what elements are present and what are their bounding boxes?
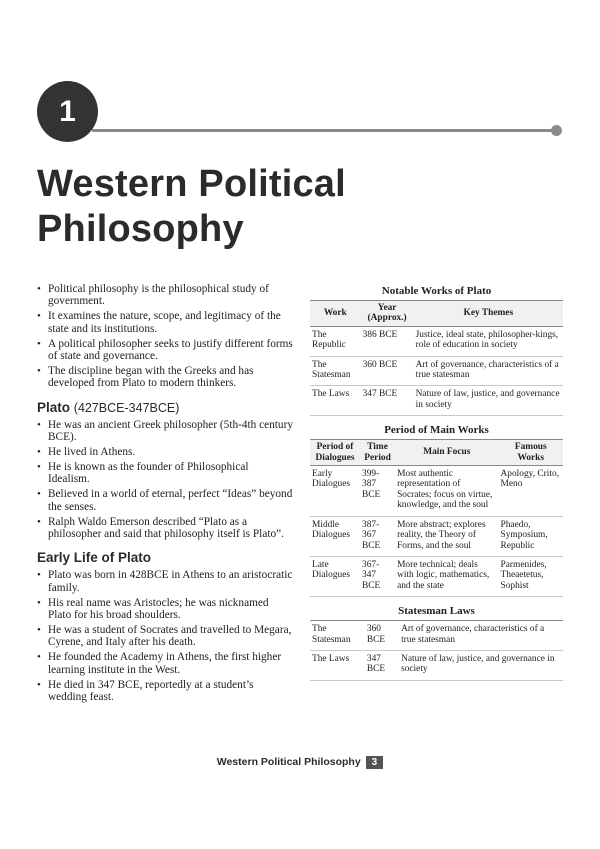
- table-cell: Apology, Crito, Meno: [499, 466, 563, 517]
- list-item: • The discipline began with the Greeks and has developed from Plato to modern thinkers.: [37, 364, 254, 390]
- notable-works-table: [310, 300, 563, 416]
- table-cell: Art of governance, characteristics of a true statesman: [399, 621, 563, 651]
- table-cell: Late Dialogues: [310, 556, 360, 596]
- table-cell: 367-347 BCE: [360, 556, 395, 596]
- table-cell: Art of governance, characteristics of a true statesman: [414, 356, 563, 386]
- table-cell: Most authentic representation of Socrates; focus on virtue, knowledge, and the soul: [395, 466, 498, 517]
- early-life-list: [37, 569, 293, 703]
- chapter-divider-line: [92, 129, 557, 132]
- statesman-laws-caption: Statesman Laws: [398, 605, 475, 618]
- left-column: [37, 283, 293, 706]
- list-item: • He was an ancient Greek philosopher (5th-4th century BCE).: [37, 418, 293, 444]
- table-row: [310, 650, 563, 680]
- table-cell: 347 BCE: [365, 650, 399, 680]
- chapter-number-badge: 1: [37, 81, 98, 142]
- table-cell: 360 BCE: [365, 621, 399, 651]
- plato-dates: (427BCE-347BCE): [73, 400, 180, 415]
- list-item: • It examines the nature, scope, and legitimacy of the state and its institutions.: [37, 310, 281, 335]
- page-footer: [0, 756, 600, 769]
- table-cell: The Laws: [310, 650, 365, 680]
- table-cell: 387-367 BCE: [360, 516, 395, 556]
- list-item: • He died in 347 BCE, reportedly at a student’s wedding feast.: [37, 678, 254, 704]
- early-life-heading: Early Life of Plato: [37, 550, 152, 566]
- list-item: • Plato was born in 428BCE in Athens to an aristocratic family.: [37, 569, 293, 594]
- table-header: Work: [310, 301, 361, 327]
- table-cell: More technical; deals with logic, mathematics, and the state: [395, 556, 498, 596]
- table-cell: The Statesman: [310, 621, 365, 651]
- table-row: [310, 466, 563, 517]
- table-header: Time Period: [360, 440, 395, 466]
- table-header: Year (Approx.): [361, 301, 414, 327]
- statesman-laws-table: [310, 620, 563, 681]
- list-item: • Political philosophy is the philosophical study of government.: [37, 283, 269, 308]
- table-row: [310, 516, 563, 556]
- table-cell: Parmenides, Theaetetus, Sophist: [499, 556, 563, 596]
- table-cell: The Laws: [310, 386, 361, 416]
- table-cell: The Statesman: [310, 356, 361, 386]
- table-row: [310, 356, 563, 386]
- list-item: • He founded the Academy in Athens, the first higher learning institute in the West.: [37, 651, 282, 676]
- table-cell: The Republic: [310, 326, 361, 356]
- list-item: • A political philosopher seeks to justify different forms of state and governance.: [37, 337, 293, 363]
- table-header: Main Focus: [395, 440, 498, 466]
- footer-title: Western Political Philosophy: [216, 756, 361, 768]
- table-row: [310, 386, 563, 416]
- table-cell: 386 BCE: [361, 326, 414, 356]
- table-cell: More abstract; explores reality, the Theory of Forms, and the soul: [395, 516, 498, 556]
- table-header: Key Themes: [414, 301, 563, 327]
- plato-list: [37, 419, 293, 541]
- page-title: Western Political Philosophy: [37, 163, 346, 250]
- table-row: [310, 556, 563, 596]
- table-cell: Justice, ideal state, philosopher-kings, role of education in society: [414, 326, 563, 356]
- list-item: • Ralph Waldo Emerson described “Plato as a philosopher and said that philosophy itself is Plato”.: [37, 515, 284, 540]
- list-item: • He is known as the founder of Philosophical Idealism.: [37, 460, 249, 486]
- table-header: Famous Works: [499, 440, 563, 466]
- periods-table: [310, 439, 563, 597]
- list-item: • He was a student of Socrates and travelled to Megara, Cyrene, and Italy after his death.: [37, 624, 292, 649]
- table-cell: Middle Dialogues: [310, 516, 360, 556]
- intro-list: [37, 283, 293, 390]
- plato-heading: Plato (427BCE-347BCE): [37, 399, 180, 415]
- table-cell: 399-387 BCE: [360, 466, 395, 517]
- list-item: • He lived in Athens.: [37, 446, 136, 459]
- table-cell: Phaedo, Symposium, Republic: [499, 516, 563, 556]
- table-row: [310, 326, 563, 356]
- notable-works-caption: Notable Works of Plato: [381, 285, 492, 297]
- chapter-divider-dot: [551, 125, 562, 136]
- list-item: • His real name was Aristocles; he was nicknamed Plato for his broad shoulders.: [37, 596, 269, 622]
- table-cell: 347 BCE: [361, 386, 414, 416]
- page-number: 3: [366, 756, 384, 769]
- periods-caption: Period of Main Works: [384, 424, 489, 437]
- table-cell: 360 BCE: [361, 356, 414, 386]
- table-cell: Nature of law, justice, and governance in society: [399, 650, 563, 680]
- list-item: • Believed in a world of eternal, perfect “Ideas” beyond the senses.: [37, 488, 293, 513]
- right-column: [310, 285, 563, 681]
- table-cell: Early Dialogues: [310, 466, 360, 517]
- table-cell: Nature of law, justice, and governance in society: [414, 386, 563, 416]
- table-header: Period of Dialogues: [310, 440, 360, 466]
- table-row: [310, 621, 563, 651]
